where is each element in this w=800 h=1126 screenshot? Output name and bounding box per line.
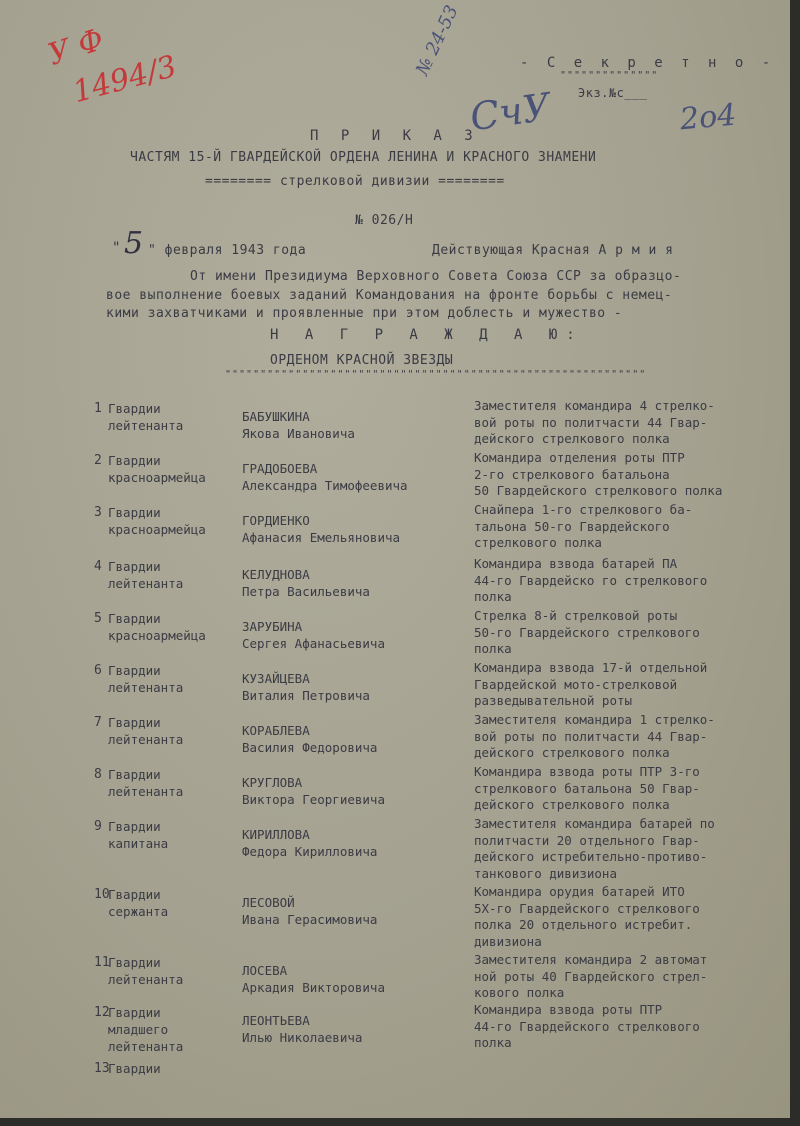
recipient-name: БАБУШКИНА Якова Ивановича (242, 409, 355, 441)
recipient-name: ЛОСЕВА Аркадия Викторовича (242, 963, 385, 995)
recipient-rank: Гвардии лейтенанта (108, 955, 184, 987)
recipient-number: 11 (94, 955, 110, 970)
preamble-line3: кими захватчиками и проявленные при этом доблесть и мужество - (106, 306, 623, 321)
recipient-number: 9 (94, 819, 102, 834)
award-order-underline: """""""""""""""""""""""""""""""""""""""""""""""""""""""""""" (225, 369, 647, 380)
recipient-name: КРУГЛОВА Виктора Георгиевича (242, 775, 385, 807)
recipient-position: Заместителя командира 1 стрелко- вой роты по политчасти 44 Гвар- дейского стрелкового полка (474, 712, 715, 760)
recipient-rank: Гвардии лейтенанта (108, 663, 184, 695)
recipient-position: Заместителя командира 4 стрелко- вой роты по политчасти 44 Гвар- дейского стрелкового полка (474, 398, 715, 446)
preamble-line1: От имени Президиума Верховного Совета Союза ССР за образцо- (190, 269, 682, 284)
recipient-rank: Гвардии сержанта (108, 887, 169, 919)
recipient-name: КУЗАЙЦЕВА Виталия Петровича (242, 671, 370, 703)
recipient-rank: Гвардии красноармейца (108, 611, 206, 643)
archive-number-top: У Ф (43, 22, 109, 73)
recipient-number: 13 (94, 1061, 110, 1076)
recipient-position: Командира отделения роты ПТР 2-го стрелкового батальона 50 Гвардейского стрелкового полка (474, 450, 723, 498)
copy-number: Экз.№с___ (578, 86, 648, 100)
scan-edge-bottom (0, 1118, 800, 1126)
recipient-rank: Гвардии лейтенанта (108, 559, 184, 591)
recipient-rank: Гвардии лейтенанта (108, 715, 184, 747)
recipient-number: 12 (94, 1005, 110, 1020)
secret-underline: """""""""""""" (560, 70, 659, 81)
recipient-position: Командира взвода 17-й отдельной Гвардейской мото-стрелковой разведывательной роты (474, 660, 708, 708)
recipient-name: КОРАБЛЕВА Василия Федоровича (242, 723, 378, 755)
recipient-name: ЛЕОНТЬЕВА Илью Николаевича (242, 1013, 363, 1045)
recipient-name: ГРАДОБОЕВА Александра Тимофеевича (242, 461, 408, 493)
recipient-rank: Гвардии лейтенанта (108, 401, 184, 433)
recipient-position: Командира взвода батарей ПА 44-го Гвардейско го стрелкового полка (474, 556, 708, 604)
award-heading: Н А Г Р А Ж Д А Ю: (270, 327, 584, 343)
recipient-number: 6 (94, 663, 102, 678)
archive-number-bottom: 1494/3 (69, 48, 181, 111)
recipient-number: 2 (94, 453, 102, 468)
recipient-position: Командира орудия батарей ИТО 5Х-го Гвардейского стрелкового полка 20 отдельного истребит. дивизиона (474, 884, 700, 949)
recipient-position: Стрелка 8-й стрелковой роты 50-го Гвардейского стрелкового полка (474, 608, 700, 656)
recipient-name: ГОРДИЕНКО Афанасия Емельяновича (242, 513, 401, 545)
recipient-name: ЛЕСОВОЙ Ивана Герасимовича (242, 895, 378, 927)
signature-2: 2о4 (678, 97, 738, 138)
recipient-name: КЕЛУДНОВА Петра Васильевича (242, 567, 370, 599)
scan-edge-right (790, 0, 800, 1126)
recipient-number: 4 (94, 559, 102, 574)
recipient-rank: Гвардии капитана (108, 819, 169, 851)
recipient-name: КИРИЛЛОВА Федора Кирилловича (242, 827, 378, 859)
order-subheading-line2: ======== стрелковой дивизии ======== (205, 174, 505, 189)
place-text: Действующая Красная А р м и я (432, 243, 674, 258)
order-number: № 026/Н (355, 213, 414, 228)
recipient-name: ЗАРУБИНА Сергея Афанасьевича (242, 619, 385, 651)
order-subheading-line1: ЧАСТЯМ 15-Й ГВАРДЕЙСКОЙ ОРДЕНА ЛЕНИНА И КРАСНОГО ЗНАМЕНИ (130, 150, 597, 165)
recipient-rank: Гвардии (108, 1061, 161, 1076)
recipient-number: 1 (94, 401, 102, 416)
recipient-rank: Гвардии лейтенанта (108, 767, 184, 799)
recipient-rank: Гвардии младшего лейтенанта (108, 1005, 184, 1054)
recipient-position: Снайпера 1-го стрелкового ба- тальона 50-го Гвардейского стрелкового полка (474, 502, 693, 550)
signature: СчУ (467, 84, 553, 140)
date-day-handwritten: 5 (124, 226, 144, 261)
recipient-position: Заместителя командира 2 автомат ной роты 40 Гвардейского стрел- кового полка (474, 952, 708, 1000)
recipient-rank: Гвардии красноармейца (108, 453, 206, 485)
recipient-position: Заместителя командира батарей по политчасти 20 отдельного Гвар- дейского истребительно-противо- танкового дивизиона (474, 816, 715, 881)
recipient-number: 7 (94, 715, 102, 730)
handwritten-number: № 24-53 (412, 2, 463, 79)
recipient-number: 10 (94, 887, 110, 902)
recipient-rank: Гвардии красноармейца (108, 505, 206, 537)
secret-stamp: - С е к р е т н о - (520, 55, 776, 71)
recipient-number: 5 (94, 611, 102, 626)
preamble-line2: вое выполнение боевых заданий Командования на фронте борьбы с немец- (106, 288, 673, 303)
recipient-position: Командира взвода роты ПТР 3-го стрелкового батальона 50 Гвар- дейского стрелкового полка (474, 764, 700, 812)
date-text: " февраля 1943 года (148, 243, 307, 258)
date-open-quote: " (112, 240, 121, 256)
award-order-title: ОРДЕНОМ КРАСНОЙ ЗВЕЗДЫ (270, 353, 454, 368)
recipient-position: Командира взвода роты ПТР 44-го Гвардейского стрелкового полка (474, 1002, 700, 1050)
recipient-number: 3 (94, 505, 102, 520)
order-heading: П Р И К А З (310, 128, 480, 144)
recipient-number: 8 (94, 767, 102, 782)
